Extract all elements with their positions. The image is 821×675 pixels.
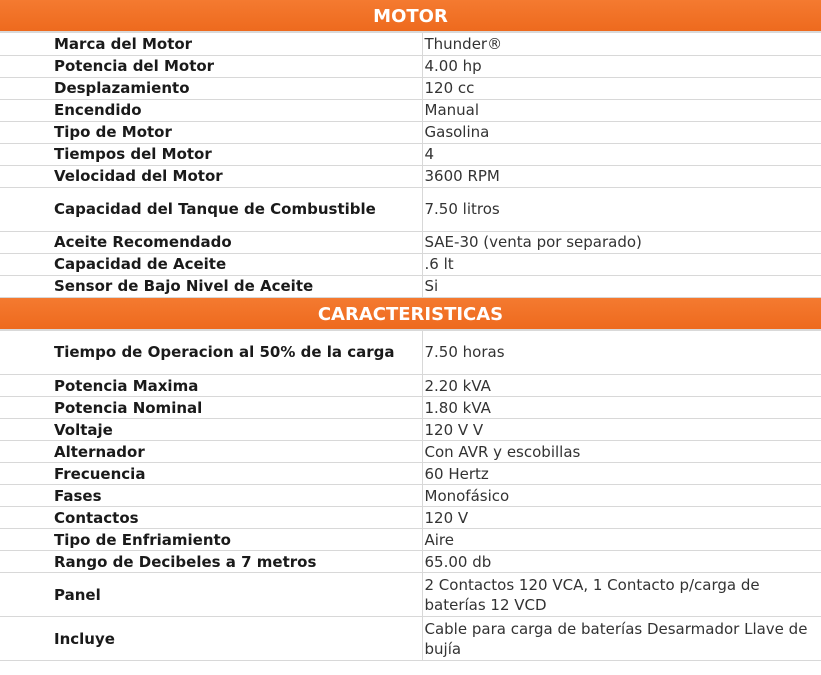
table-row xyxy=(0,441,821,463)
table-row xyxy=(0,121,821,143)
table-row xyxy=(0,507,821,529)
table-row xyxy=(0,397,821,419)
table-row xyxy=(0,165,821,187)
spec-label: Capacidad del Tanque de Combustible xyxy=(0,187,422,231)
spec-value: .6 lt xyxy=(422,253,821,275)
table-row xyxy=(0,33,821,55)
spec-value: Si xyxy=(422,275,821,297)
table-row xyxy=(0,99,821,121)
spec-label: Desplazamiento xyxy=(0,77,422,99)
table-row xyxy=(0,485,821,507)
spec-label: Tipo de Motor xyxy=(0,121,422,143)
spec-value: Monofásico xyxy=(422,485,821,507)
spec-table-caracteristicas xyxy=(0,331,821,662)
spec-label: Panel xyxy=(0,573,422,617)
table-row xyxy=(0,77,821,99)
table-row xyxy=(0,419,821,441)
spec-value: 120 cc xyxy=(422,77,821,99)
spec-value: 4.00 hp xyxy=(422,55,821,77)
table-row xyxy=(0,231,821,253)
spec-label: Sensor de Bajo Nivel de Aceite xyxy=(0,275,422,297)
spec-label: Encendido xyxy=(0,99,422,121)
spec-label: Tipo de Enfriamiento xyxy=(0,529,422,551)
spec-label: Alternador xyxy=(0,441,422,463)
spec-value: Aire xyxy=(422,529,821,551)
spec-value: 7.50 litros xyxy=(422,187,821,231)
spec-label: Tiempo de Operacion al 50% de la carga xyxy=(0,331,422,375)
spec-value: SAE-30 (venta por separado) xyxy=(422,231,821,253)
table-row xyxy=(0,143,821,165)
spec-value: Cable para carga de baterías Desarmador Llave de bujía xyxy=(422,617,821,661)
spec-value: 120 V xyxy=(422,507,821,529)
spec-value: Thunder® xyxy=(422,33,821,55)
table-row xyxy=(0,529,821,551)
spec-label: Fases xyxy=(0,485,422,507)
table-row xyxy=(0,375,821,397)
spec-value: Con AVR y escobillas xyxy=(422,441,821,463)
spec-value: 7.50 horas xyxy=(422,331,821,375)
spec-value: Gasolina xyxy=(422,121,821,143)
section-header-motor: MOTOR xyxy=(0,0,821,33)
spec-label: Marca del Motor xyxy=(0,33,422,55)
table-row xyxy=(0,463,821,485)
spec-label: Frecuencia xyxy=(0,463,422,485)
table-row xyxy=(0,617,821,661)
table-row xyxy=(0,275,821,297)
spec-value: 60 Hertz xyxy=(422,463,821,485)
spec-value: Manual xyxy=(422,99,821,121)
spec-label: Potencia Nominal xyxy=(0,397,422,419)
spec-label: Contactos xyxy=(0,507,422,529)
spec-value: 2 Contactos 120 VCA, 1 Contacto p/carga de baterías 12 VCD xyxy=(422,573,821,617)
table-row xyxy=(0,551,821,573)
spec-label: Potencia Maxima xyxy=(0,375,422,397)
spec-value: 4 xyxy=(422,143,821,165)
spec-value: 2.20 kVA xyxy=(422,375,821,397)
spec-label: Voltaje xyxy=(0,419,422,441)
spec-value: 1.80 kVA xyxy=(422,397,821,419)
spec-label: Rango de Decibeles a 7 metros xyxy=(0,551,422,573)
spec-value: 3600 RPM xyxy=(422,165,821,187)
spec-label: Aceite Recomendado xyxy=(0,231,422,253)
spec-value: 65.00 db xyxy=(422,551,821,573)
table-row xyxy=(0,253,821,275)
table-row xyxy=(0,55,821,77)
spec-label: Incluye xyxy=(0,617,422,661)
spec-label: Velocidad del Motor xyxy=(0,165,422,187)
spec-table-motor xyxy=(0,33,821,298)
section-header-caracteristicas: CARACTERISTICAS xyxy=(0,298,821,331)
table-row xyxy=(0,331,821,375)
spec-value: 120 V V xyxy=(422,419,821,441)
spec-label: Tiempos del Motor xyxy=(0,143,422,165)
table-row xyxy=(0,573,821,617)
spec-label: Potencia del Motor xyxy=(0,55,422,77)
spec-label: Capacidad de Aceite xyxy=(0,253,422,275)
table-row xyxy=(0,187,821,231)
